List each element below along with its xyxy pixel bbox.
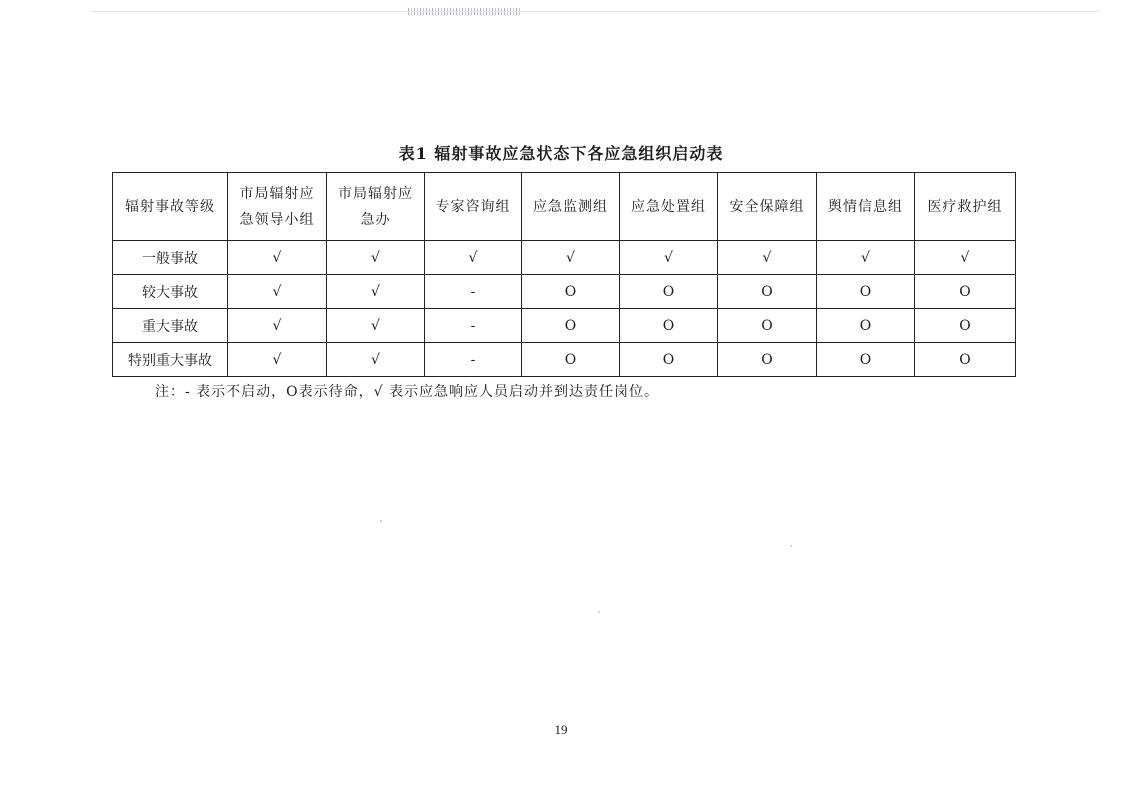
header-label: 辐射事故等级 bbox=[125, 198, 215, 215]
header-label: 市局辐射应急领导小组 bbox=[239, 185, 315, 228]
table-title: 表1 辐射事故应急状态下各应急组织启动表 bbox=[398, 144, 724, 163]
table-cell: - bbox=[425, 275, 522, 309]
table-row bbox=[113, 241, 1016, 275]
scan-artifact-line bbox=[90, 11, 1100, 12]
table-cell: √ bbox=[228, 343, 327, 377]
header-label: 应急监测组 bbox=[533, 198, 608, 215]
row-label: 较大事故 bbox=[113, 275, 228, 309]
header-cell bbox=[113, 173, 228, 241]
emergency-organization-table bbox=[112, 172, 1016, 377]
table-cell: O bbox=[915, 343, 1016, 377]
table-cell: O bbox=[522, 343, 620, 377]
table-cell: O bbox=[620, 309, 718, 343]
scan-speck bbox=[790, 545, 792, 547]
table-cell: O bbox=[915, 309, 1016, 343]
table-row bbox=[113, 275, 1016, 309]
page-number: 19 bbox=[554, 722, 568, 737]
table-cell: √ bbox=[228, 275, 327, 309]
table-row bbox=[113, 309, 1016, 343]
header-label: 舆情信息组 bbox=[828, 198, 903, 215]
row-label: 重大事故 bbox=[113, 309, 228, 343]
table-cell: √ bbox=[327, 343, 425, 377]
table-cell: √ bbox=[718, 241, 817, 275]
table-cell: O bbox=[817, 343, 915, 377]
table-cell: √ bbox=[425, 241, 522, 275]
table-note: 注：- 表示不启动，O表示待命，√ 表示应急响应人员启动并到达责任岗位。 bbox=[155, 384, 660, 400]
table-cell: √ bbox=[620, 241, 718, 275]
header-label: 专家咨询组 bbox=[435, 198, 511, 215]
table-row bbox=[113, 343, 1016, 377]
scan-speck bbox=[380, 520, 382, 522]
table-cell: √ bbox=[228, 309, 327, 343]
table-cell: O bbox=[718, 275, 817, 309]
table-cell: √ bbox=[327, 275, 425, 309]
table-cell: - bbox=[425, 343, 522, 377]
row-label: 一般事故 bbox=[113, 241, 228, 275]
header-cell bbox=[425, 173, 522, 241]
table-cell: √ bbox=[915, 241, 1016, 275]
header-cell bbox=[620, 173, 718, 241]
table-cell: √ bbox=[228, 241, 327, 275]
scan-speck bbox=[598, 611, 600, 613]
header-cell bbox=[327, 173, 425, 241]
table-cell: O bbox=[817, 275, 915, 309]
table-cell: O bbox=[718, 309, 817, 343]
table-cell: O bbox=[718, 343, 817, 377]
header-cell bbox=[228, 173, 327, 241]
table-cell: √ bbox=[327, 309, 425, 343]
table-cell: O bbox=[817, 309, 915, 343]
header-cell bbox=[817, 173, 915, 241]
header-label: 应急处置组 bbox=[631, 198, 706, 215]
header-label: 市局辐射应急办 bbox=[338, 185, 413, 228]
table-header-row bbox=[113, 173, 1016, 241]
table-cell: - bbox=[425, 309, 522, 343]
table-cell: √ bbox=[522, 241, 620, 275]
table-cell: O bbox=[522, 309, 620, 343]
table-cell: O bbox=[522, 275, 620, 309]
table-cell: O bbox=[620, 343, 718, 377]
header-cell bbox=[522, 173, 620, 241]
table-cell: O bbox=[620, 275, 718, 309]
header-label: 医疗救护组 bbox=[927, 198, 1003, 215]
table-cell: √ bbox=[817, 241, 915, 275]
header-label: 安全保障组 bbox=[729, 198, 805, 215]
header-cell bbox=[915, 173, 1016, 241]
table-cell: O bbox=[915, 275, 1016, 309]
row-label: 特别重大事故 bbox=[113, 343, 228, 377]
table-cell: √ bbox=[327, 241, 425, 275]
header-cell bbox=[718, 173, 817, 241]
